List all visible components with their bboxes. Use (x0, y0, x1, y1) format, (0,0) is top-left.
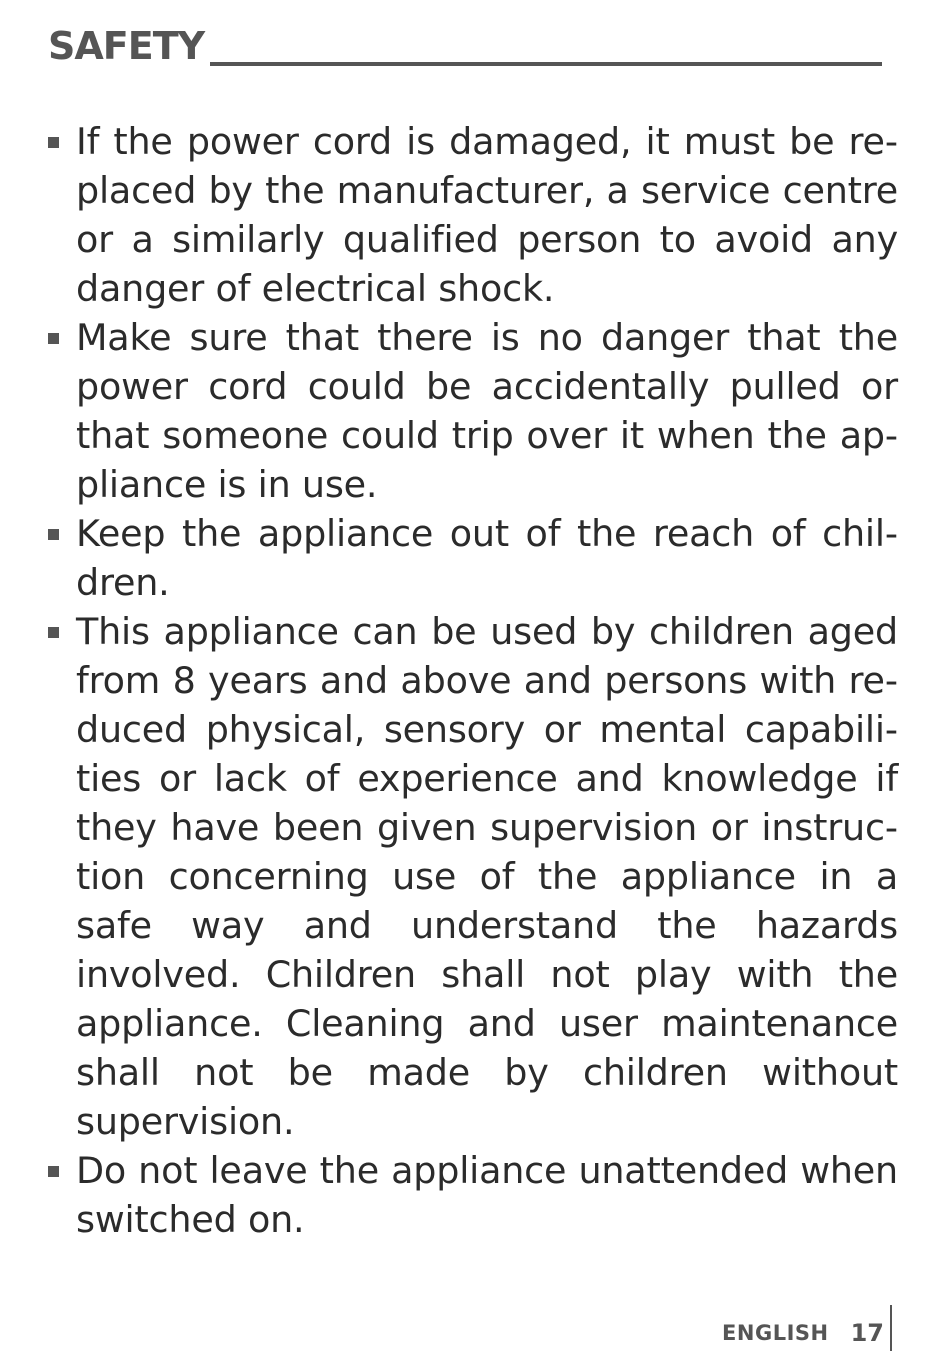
list-item (48, 509, 898, 607)
page-number: 17 (850, 1319, 884, 1347)
list-item-text: Do not leave the appliance unattended when switched on. (76, 1149, 898, 1241)
list-item (48, 313, 898, 509)
list-item (48, 1146, 898, 1244)
square-bullet-icon (48, 137, 59, 148)
section-title: SAFETY (48, 24, 205, 68)
list-item-text: Make sure that there is no danger that the power cord could be accidentally pulled or that someone could trip over it when the appliance is in use. (76, 316, 898, 506)
square-bullet-icon (48, 1166, 59, 1177)
square-bullet-icon (48, 333, 59, 344)
list-item (48, 607, 898, 1146)
safety-list (48, 117, 898, 1244)
square-bullet-icon (48, 529, 59, 540)
section-header (48, 22, 882, 72)
square-bullet-icon (48, 627, 59, 638)
footer-language: ENGLISH (722, 1321, 829, 1345)
header-rule (210, 62, 882, 66)
list-item-text: This appliance can be used by children aged from 8 years and above and persons with reduced physical, sensory or mental capabilities or lack of experience and knowledge if they have been given supervision or instruction concerning use of the appliance in a safe way and understand the hazards involved. Children shall not play with the appliance. Cleaning and user maintenance shall not be made by children without supervision. (76, 610, 898, 1143)
list-item (48, 117, 898, 313)
list-item-text: Keep the appliance out of the reach of children. (76, 512, 898, 604)
list-item-text: If the power cord is damaged, it must be replaced by the manufacturer, a service centre or a similarly qualified person to avoid any danger of electrical shock. (76, 120, 898, 310)
page-footer (722, 1305, 892, 1351)
page-number-bracket (890, 1305, 892, 1351)
